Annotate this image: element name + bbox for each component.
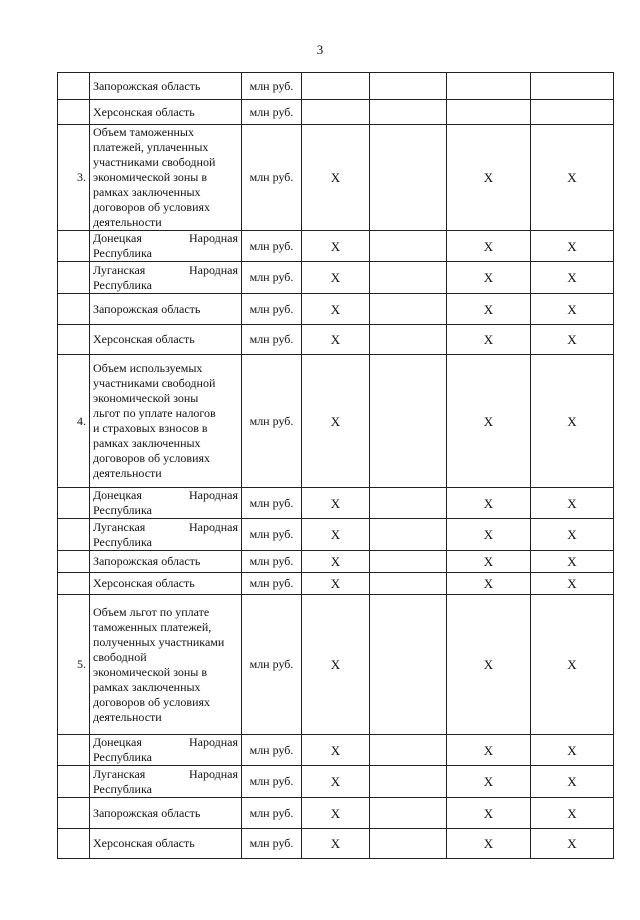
name-line: Запорожская область [93, 805, 201, 820]
row-number [58, 798, 90, 829]
value-cell-c1: X [302, 798, 370, 829]
name-line: Республика [93, 503, 152, 517]
name-line: Объем таможенных [93, 125, 194, 139]
unit-cell: млн руб. [242, 595, 302, 735]
value-cell-c4: X [531, 294, 614, 325]
unit-cell: млн руб. [242, 766, 302, 798]
value-cell-c1: X [302, 231, 370, 262]
indicator-name [90, 519, 242, 551]
name-line: таможенных платежей, [93, 619, 212, 634]
table-row [58, 766, 614, 798]
value-cell-c1 [302, 73, 370, 100]
name-word: Народная [188, 231, 238, 245]
value-cell-c4: X [531, 798, 614, 829]
table-row [58, 573, 614, 595]
name-word: Луганская [93, 262, 146, 277]
value-cell-c4: X [531, 231, 614, 262]
name-word: Донецкая [93, 735, 142, 749]
table-row [58, 829, 614, 859]
value-cell-c2 [370, 355, 447, 488]
table-row [58, 735, 614, 766]
value-cell-c3: X [447, 125, 531, 231]
name-line: деятельности [93, 215, 162, 229]
value-cell-c3: X [447, 294, 531, 325]
value-cell-c1: X [302, 595, 370, 735]
indicator-name [90, 766, 242, 798]
value-cell-c1: X [302, 262, 370, 294]
value-cell-c1: X [302, 766, 370, 798]
unit-cell: млн руб. [242, 573, 302, 595]
table-row [58, 798, 614, 829]
value-cell-c4: X [531, 595, 614, 735]
unit-cell: млн руб. [242, 231, 302, 262]
name-word: Народная [188, 735, 238, 749]
unit-cell: млн руб. [242, 551, 302, 573]
indicator-name [90, 595, 242, 735]
name-line: свободной [93, 649, 147, 664]
table-row [58, 325, 614, 355]
indicator-name [90, 735, 242, 766]
value-cell-c3: X [447, 231, 531, 262]
indicator-name [90, 294, 242, 325]
name-line: льгот по уплате налогов [93, 406, 216, 420]
value-cell-c2 [370, 735, 447, 766]
name-line: полученных участниками [93, 634, 225, 649]
name-line: рамках заключенных [93, 185, 201, 199]
name-line: Объем используемых [93, 361, 203, 375]
value-cell-c3: X [447, 573, 531, 595]
value-cell-c1: X [302, 551, 370, 573]
value-cell-c2 [370, 829, 447, 859]
indicator-name [90, 488, 242, 519]
indicator-name [90, 125, 242, 231]
value-cell-c3: X [447, 829, 531, 859]
indicator-name [90, 73, 242, 100]
table-row [58, 595, 614, 735]
value-cell-c2 [370, 73, 447, 100]
unit-cell: млн руб. [242, 262, 302, 294]
unit-cell: млн руб. [242, 519, 302, 551]
value-cell-c1: X [302, 829, 370, 859]
indicator-name [90, 355, 242, 488]
name-line: деятельности [93, 709, 162, 724]
name-line: Республика [93, 277, 152, 292]
value-cell-c3: X [447, 262, 531, 294]
value-cell-c2 [370, 125, 447, 231]
value-cell-c1: X [302, 573, 370, 595]
value-cell-c1: X [302, 294, 370, 325]
unit-cell: млн руб. [242, 355, 302, 488]
value-cell-c2 [370, 488, 447, 519]
value-cell-c1 [302, 100, 370, 125]
row-number: 5. [58, 595, 90, 735]
table-body [58, 73, 614, 859]
value-cell-c3: X [447, 325, 531, 355]
value-cell-c2 [370, 573, 447, 595]
value-cell-c1: X [302, 488, 370, 519]
table-row [58, 355, 614, 488]
name-line: платежей, уплаченных [93, 140, 209, 154]
value-cell-c3: X [447, 355, 531, 488]
indicator-table [57, 72, 614, 859]
value-cell-c3: X [447, 595, 531, 735]
row-number [58, 262, 90, 294]
row-number [58, 829, 90, 859]
value-cell-c2 [370, 551, 447, 573]
name-line: Республика [93, 246, 152, 260]
value-cell-c4: X [531, 355, 614, 488]
row-number [58, 573, 90, 595]
name-line: участниками свободной [93, 376, 216, 390]
table-row [58, 262, 614, 294]
value-cell-c1: X [302, 325, 370, 355]
value-cell-c1: X [302, 519, 370, 551]
name-line: Объем льгот по уплате [93, 604, 210, 619]
name-line: рамках заключенных [93, 679, 201, 694]
name-word: Луганская [93, 766, 146, 781]
value-cell-c4: X [531, 766, 614, 798]
name-line: экономической зоны в [93, 664, 208, 679]
unit-cell: млн руб. [242, 829, 302, 859]
indicator-name [90, 262, 242, 294]
page-number: 3 [316, 42, 324, 57]
name-line: деятельности [93, 466, 162, 480]
name-line: Республика [93, 750, 152, 764]
row-number [58, 73, 90, 100]
value-cell-c4: X [531, 488, 614, 519]
table-row [58, 551, 614, 573]
indicator-name [90, 100, 242, 125]
name-word: Народная [188, 488, 238, 502]
table-row [58, 73, 614, 100]
indicator-name [90, 325, 242, 355]
value-cell-c2 [370, 325, 447, 355]
indicator-name [90, 231, 242, 262]
name-word: Народная [188, 766, 238, 781]
name-line: Запорожская область [93, 78, 201, 93]
value-cell-c3: X [447, 519, 531, 551]
unit-cell: млн руб. [242, 73, 302, 100]
value-cell-c3: X [447, 798, 531, 829]
value-cell-c4: X [531, 735, 614, 766]
unit-cell: млн руб. [242, 735, 302, 766]
value-cell-c2 [370, 766, 447, 798]
row-number: 4. [58, 355, 90, 488]
value-cell-c2 [370, 798, 447, 829]
value-cell-c4: X [531, 125, 614, 231]
value-cell-c2 [370, 100, 447, 125]
name-word: Луганская [93, 519, 146, 534]
name-line: договоров об условиях [93, 694, 211, 709]
value-cell-c3: X [447, 551, 531, 573]
row-number [58, 735, 90, 766]
name-line: Херсонская область [93, 104, 195, 119]
row-number [58, 294, 90, 325]
value-cell-c2 [370, 294, 447, 325]
value-cell-c1: X [302, 735, 370, 766]
value-cell-c4: X [531, 325, 614, 355]
value-cell-c3: X [447, 766, 531, 798]
table-row [58, 125, 614, 231]
name-line: Херсонская область [93, 836, 195, 850]
value-cell-c1: X [302, 355, 370, 488]
value-cell-c3: X [447, 488, 531, 519]
name-line: участниками свободной [93, 155, 216, 169]
value-cell-c4: X [531, 551, 614, 573]
name-line: рамках заключенных [93, 436, 201, 450]
value-cell-c4 [531, 100, 614, 125]
value-cell-c2 [370, 262, 447, 294]
row-number [58, 551, 90, 573]
value-cell-c3 [447, 100, 531, 125]
table-row [58, 488, 614, 519]
value-cell-c4 [531, 73, 614, 100]
unit-cell: млн руб. [242, 100, 302, 125]
table-row [58, 100, 614, 125]
row-number [58, 100, 90, 125]
name-line: Республика [93, 534, 152, 549]
row-number [58, 488, 90, 519]
value-cell-c3 [447, 73, 531, 100]
name-line: и страховых взносов в [93, 421, 208, 435]
value-cell-c4: X [531, 262, 614, 294]
name-line: Херсонская область [93, 332, 195, 346]
unit-cell: млн руб. [242, 325, 302, 355]
name-line: экономической зоны [93, 391, 199, 405]
table-row [58, 519, 614, 551]
unit-cell: млн руб. [242, 294, 302, 325]
name-word: Донецкая [93, 231, 142, 245]
row-number [58, 325, 90, 355]
name-line: договоров об условиях [93, 451, 211, 465]
value-cell-c1: X [302, 125, 370, 231]
row-number [58, 519, 90, 551]
value-cell-c4: X [531, 573, 614, 595]
name-line: Запорожская область [93, 301, 201, 316]
row-number [58, 231, 90, 262]
row-number [58, 766, 90, 798]
table-row [58, 231, 614, 262]
value-cell-c2 [370, 595, 447, 735]
unit-cell: млн руб. [242, 488, 302, 519]
value-cell-c2 [370, 519, 447, 551]
name-line: договоров об условиях [93, 200, 211, 214]
name-line: Запорожская область [93, 554, 201, 568]
name-word: Народная [188, 519, 238, 534]
value-cell-c4: X [531, 829, 614, 859]
value-cell-c2 [370, 231, 447, 262]
indicator-name [90, 551, 242, 573]
value-cell-c4: X [531, 519, 614, 551]
name-line: Республика [93, 781, 152, 796]
name-line: экономической зоны в [93, 170, 208, 184]
unit-cell: млн руб. [242, 125, 302, 231]
value-cell-c3: X [447, 735, 531, 766]
row-number: 3. [58, 125, 90, 231]
table-row [58, 294, 614, 325]
name-word: Народная [188, 262, 238, 277]
name-line: Херсонская область [93, 576, 195, 590]
unit-cell: млн руб. [242, 798, 302, 829]
indicator-name [90, 573, 242, 595]
name-word: Донецкая [93, 488, 142, 502]
indicator-name [90, 798, 242, 829]
indicator-name [90, 829, 242, 859]
